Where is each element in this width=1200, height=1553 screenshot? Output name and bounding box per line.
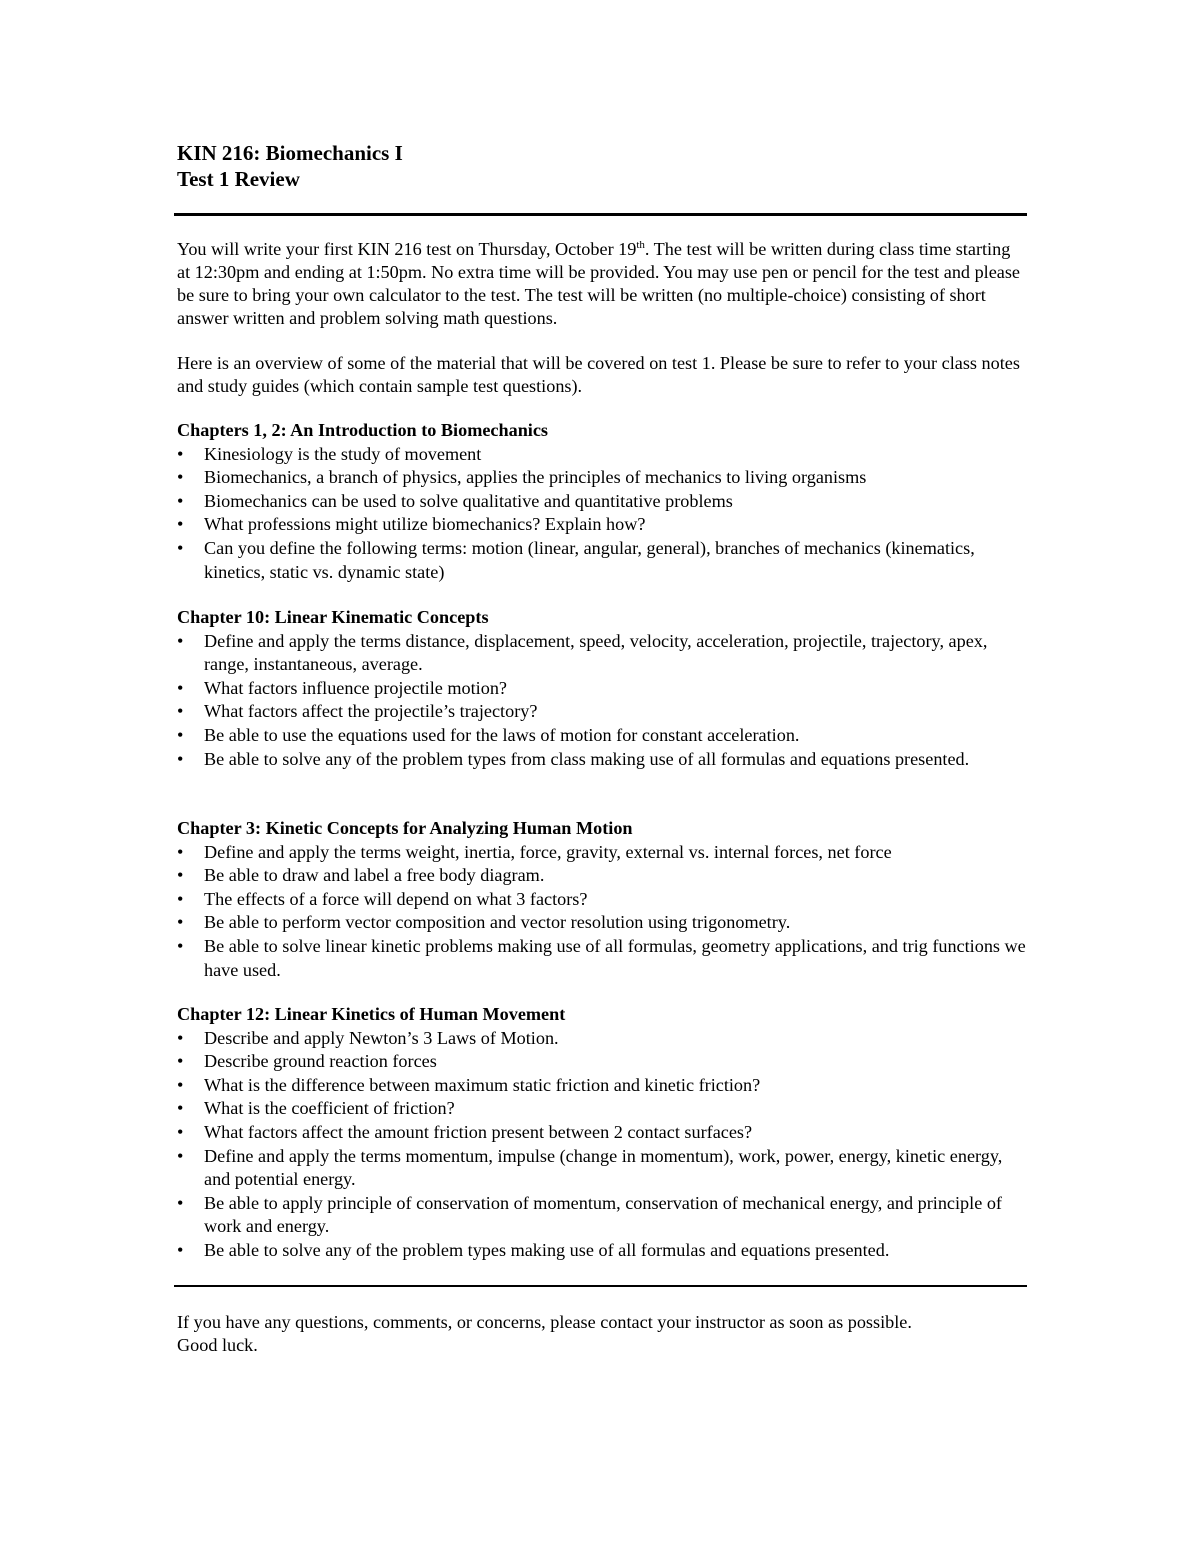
list-item-text: Describe ground reaction forces [204, 1051, 437, 1072]
list-item [177, 513, 1027, 537]
list-item [177, 537, 1027, 584]
list-item-text: What factors affect the projectile’s trajectory? [204, 701, 538, 722]
list-item-text: Be able to solve linear kinetic problems making use of all formulas, geometry applications, and trig functions we have used. [204, 935, 1026, 980]
list-item [177, 888, 1027, 912]
section-chapter-3 [177, 817, 1027, 982]
bottom-divider [174, 1285, 1027, 1287]
list-item-text: Be able to draw and label a free body diagram. [204, 865, 545, 886]
list-item-text: Be able to solve any of the problem types from class making use of all formulas and equations presented. [204, 748, 970, 769]
top-divider [174, 213, 1027, 216]
bullet-icon: • [177, 841, 184, 862]
list-item [177, 700, 1027, 724]
list-item-text: Be able to solve any of the problem types making use of all formulas and equations presented. [204, 1239, 890, 1260]
bullet-icon: • [177, 1145, 184, 1166]
bullet-icon: • [177, 1239, 184, 1260]
bullet-icon: • [177, 1121, 184, 1142]
document-header [177, 140, 403, 192]
section-heading: Chapter 12: Linear Kinetics of Human Movement [177, 1004, 566, 1024]
list-item-text: Define and apply the terms weight, inertia, force, gravity, external vs. internal forces, net force [204, 841, 892, 862]
bullet-list [177, 1027, 1027, 1263]
list-item [177, 935, 1027, 982]
list-item-text: Biomechanics, a branch of physics, applies the principles of mechanics to living organisms [204, 467, 867, 488]
bullet-icon: • [177, 537, 184, 558]
list-item-text: Be able to apply principle of conservation of momentum, conservation of mechanical energy, and principle of work and energy. [204, 1192, 1002, 1237]
bullet-icon: • [177, 912, 184, 933]
bullet-icon: • [177, 1027, 184, 1048]
list-item-text: Can you define the following terms: motion (linear, angular, general), branches of mechanics (kinematics, kinetics, static vs. dynamic state) [204, 537, 975, 582]
list-item-text: What factors influence projectile motion? [204, 677, 507, 698]
list-item [177, 911, 1027, 935]
list-item [177, 1050, 1027, 1074]
bullet-icon: • [177, 724, 184, 745]
section-heading: Chapter 3: Kinetic Concepts for Analyzing Human Motion [177, 818, 633, 838]
list-item [177, 724, 1027, 748]
list-item [177, 1192, 1027, 1239]
section-heading: Chapters 1, 2: An Introduction to Biomechanics [177, 420, 549, 440]
section-chapter-10 [177, 606, 1027, 771]
bullet-icon: • [177, 701, 184, 722]
list-item-text: What professions might utilize biomechanics? Explain how? [204, 514, 646, 535]
section-chapter-12 [177, 1003, 1027, 1263]
bullet-list [177, 443, 1027, 585]
list-item-text: Be able to perform vector composition and vector resolution using trigonometry. [204, 912, 791, 933]
list-item [177, 1145, 1027, 1192]
list-item [177, 1121, 1027, 1145]
bullet-icon: • [177, 514, 184, 535]
list-item [177, 864, 1027, 888]
closing-note [177, 1311, 1027, 1357]
bullet-icon: • [177, 490, 184, 511]
date-superscript: th [636, 238, 645, 251]
bullet-icon: • [177, 1051, 184, 1072]
intro-text-end: . The test will be written during class time starting at 12:30pm and ending at 1:50pm. No extra time will be provided. You may use pen or pencil for the test and please be sure to bring your own calculator to the test. The test will be written (no multiple-choice) consisting of short answer written and problem solving math questions. [177, 239, 1021, 328]
list-item-text: What is the coefficient of friction? [204, 1098, 455, 1119]
bullet-icon: • [177, 1098, 184, 1119]
list-item [177, 841, 1027, 865]
list-item [177, 490, 1027, 514]
bullet-icon: • [177, 630, 184, 651]
bullet-icon: • [177, 888, 184, 909]
list-item [177, 630, 1027, 677]
bullet-icon: • [177, 443, 184, 464]
list-item-text: Biomechanics can be used to solve qualitative and quantitative problems [204, 490, 733, 511]
list-item-text: Define and apply the terms momentum, impulse (change in momentum), work, power, energy, kinetic energy, and potential energy. [204, 1145, 1003, 1190]
bullet-icon: • [177, 865, 184, 886]
bullet-icon: • [177, 748, 184, 769]
list-item [177, 1027, 1027, 1051]
list-item [177, 1239, 1027, 1263]
bullet-icon: • [177, 935, 184, 956]
bullet-icon: • [177, 1192, 184, 1213]
closing-sign-off: Good luck. [177, 1335, 258, 1355]
section-chapters-1-2 [177, 419, 1027, 584]
document-subtitle: Test 1 Review [177, 167, 300, 191]
overview-paragraph: Here is an overview of some of the material that will be covered on test 1. Please be sure to refer to your class notes and study guides (which contain sample test questions). [177, 353, 1020, 396]
list-item-text: Describe and apply Newton’s 3 Laws of Motion. [204, 1027, 559, 1048]
intro-text-start: You will write your first KIN 216 test on Thursday, October 19 [177, 239, 637, 259]
list-item [177, 1074, 1027, 1098]
list-item-text: Be able to use the equations used for the laws of motion for constant acceleration. [204, 724, 800, 745]
list-item [177, 748, 1027, 772]
list-item [177, 466, 1027, 490]
list-item-text: The effects of a force will depend on what 3 factors? [204, 888, 588, 909]
bullet-list [177, 841, 1027, 983]
intro-paragraph [177, 238, 1027, 330]
list-item [177, 443, 1027, 467]
list-item-text: Define and apply the terms distance, displacement, speed, velocity, acceleration, projectile, trajectory, apex, range, instantaneous, average. [204, 630, 988, 675]
closing-line: If you have any questions, comments, or concerns, please contact your instructor as soon as possible. [177, 1312, 912, 1332]
bullet-icon: • [177, 467, 184, 488]
bullet-icon: • [177, 677, 184, 698]
list-item [177, 1097, 1027, 1121]
list-item-text: Kinesiology is the study of movement [204, 443, 482, 464]
list-item [177, 677, 1027, 701]
bullet-list [177, 630, 1027, 772]
section-heading: Chapter 10: Linear Kinematic Concepts [177, 607, 489, 627]
course-title: KIN 216: Biomechanics I [177, 141, 403, 165]
list-item-text: What factors affect the amount friction present between 2 contact surfaces? [204, 1121, 753, 1142]
bullet-icon: • [177, 1074, 184, 1095]
list-item-text: What is the difference between maximum static friction and kinetic friction? [204, 1074, 761, 1095]
